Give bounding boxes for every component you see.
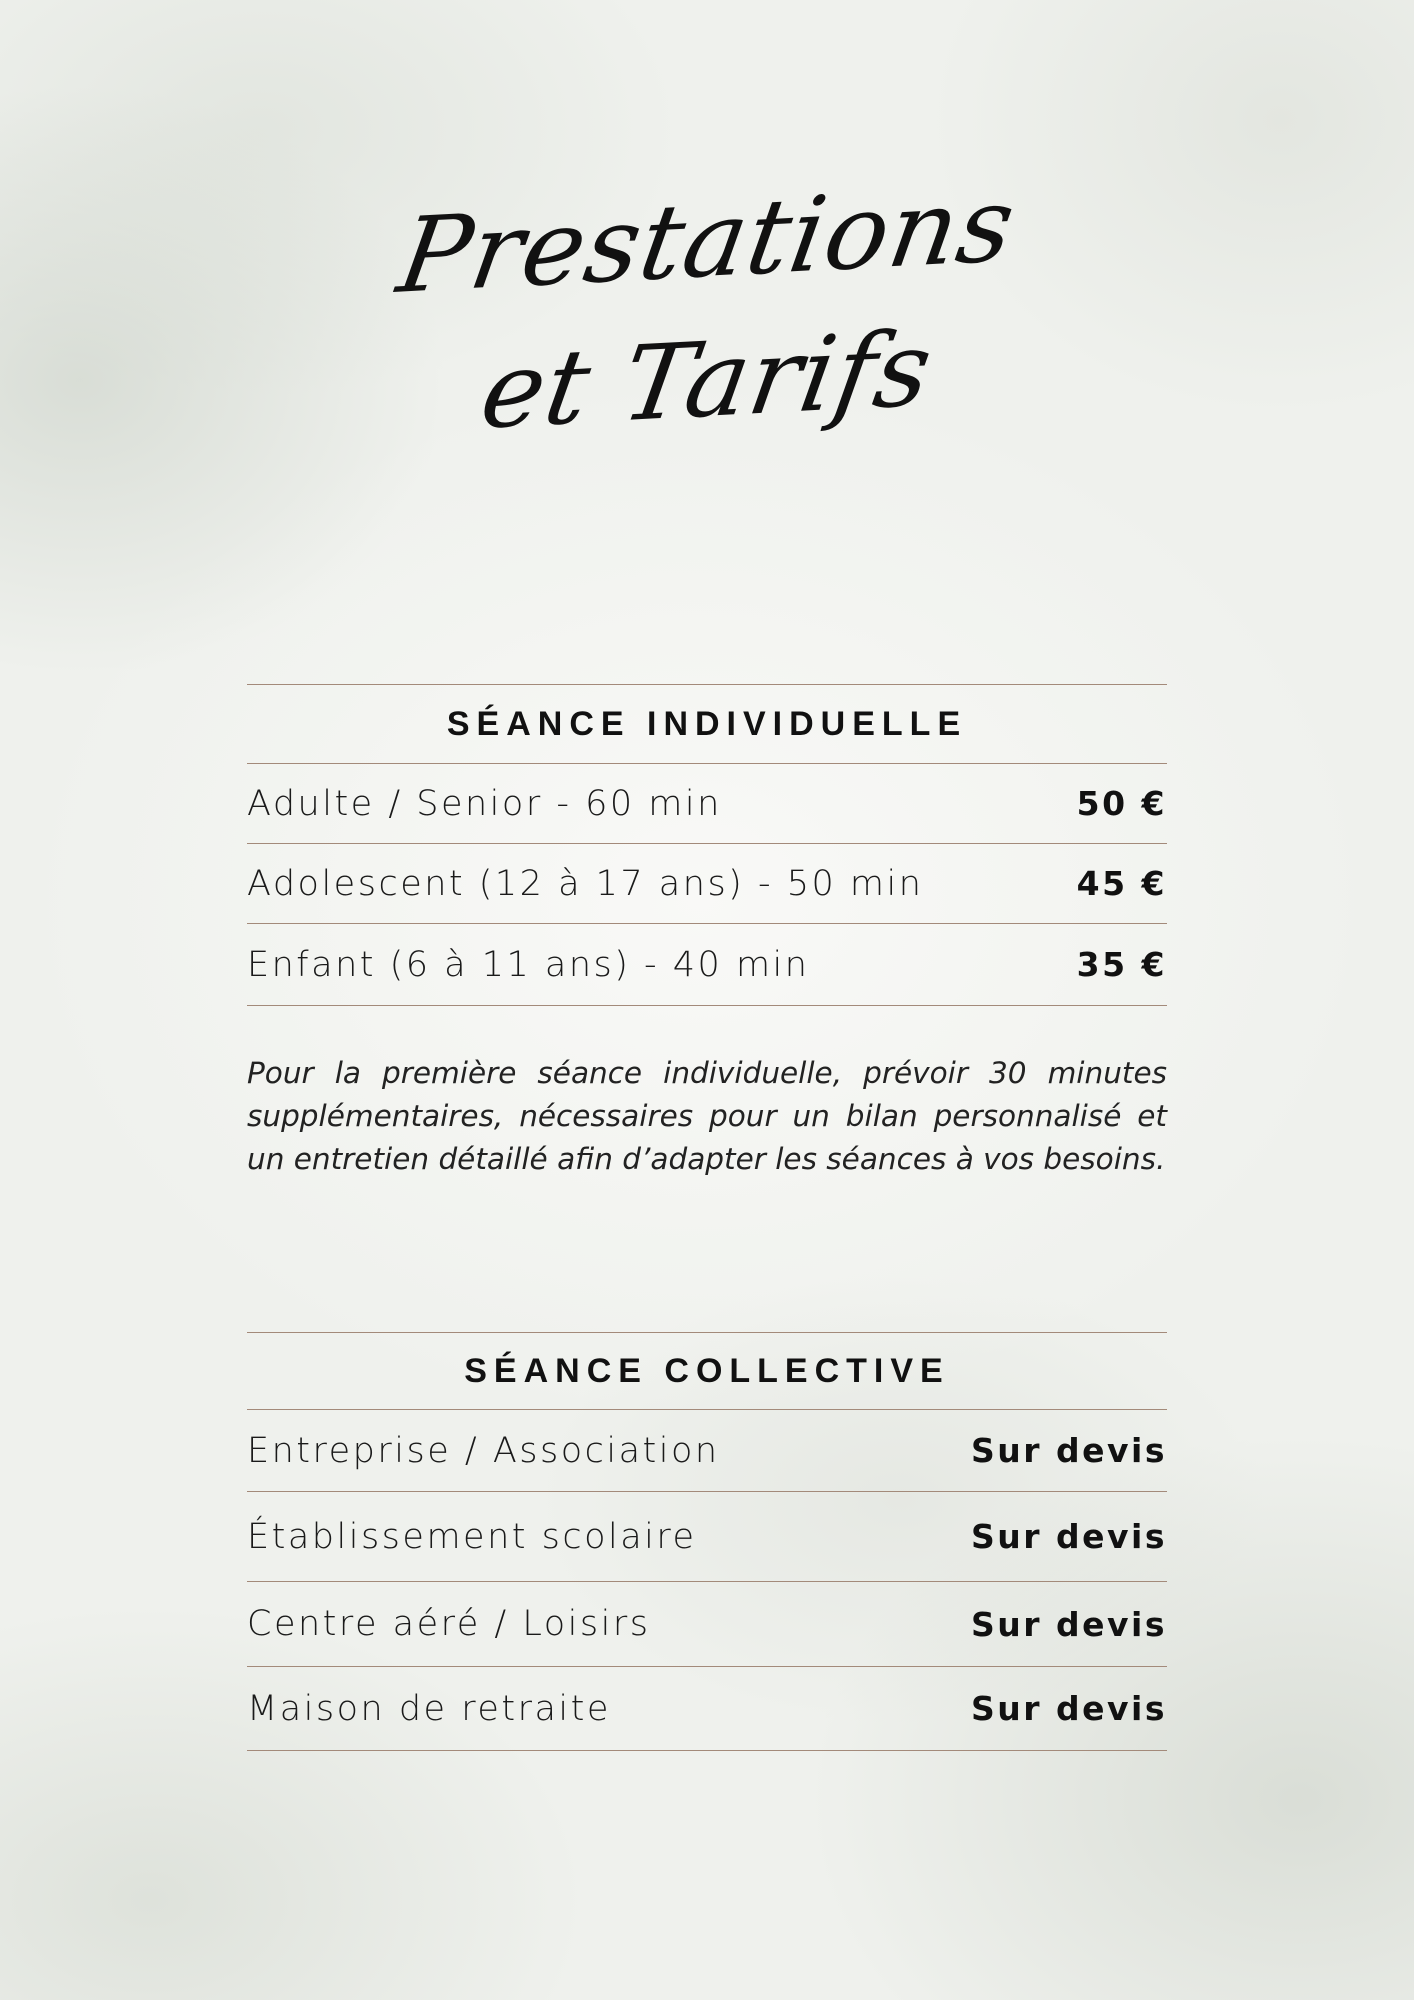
service-label: Entreprise / Association — [247, 1430, 720, 1471]
service-price: 50 € — [1076, 784, 1167, 823]
service-label: Centre aéré / Loisirs — [247, 1604, 651, 1644]
individual-heading: SÉANCE INDIVIDUELLE — [247, 685, 1167, 764]
service-label: Adulte / Senior - 60 min — [247, 783, 722, 824]
price-row — [247, 1667, 1167, 1751]
service-label: Enfant (6 à 11 ans) - 40 min — [247, 944, 810, 985]
price-row — [247, 1492, 1167, 1582]
price-row — [247, 924, 1167, 1006]
page-title — [0, 163, 1414, 453]
service-price: Sur devis — [971, 1431, 1167, 1470]
service-label: Maison de retraite — [247, 1688, 611, 1729]
service-price: Sur devis — [971, 1689, 1167, 1728]
first-session-note: Pour la première séance individuelle, prévoir 30 minutes supplémentaires, nécessaires pour un bilan personnalisé et un entretien détaillé afin d’adapter les séances à vos besoins. — [247, 1056, 1167, 1176]
price-row — [247, 844, 1167, 924]
price-row — [247, 764, 1167, 844]
service-price: 35 € — [1076, 945, 1167, 984]
title-line-1: Prestations — [390, 163, 1024, 317]
title-line-2: et Tarifs — [473, 307, 941, 453]
collective-heading: SÉANCE COLLECTIVE — [247, 1333, 1167, 1410]
price-row — [247, 1410, 1167, 1492]
service-price: Sur devis — [971, 1604, 1167, 1644]
service-price: Sur devis — [971, 1517, 1167, 1556]
price-row — [247, 1582, 1167, 1667]
individual-section — [247, 684, 1167, 1006]
service-label: Adolescent (12 à 17 ans) - 50 min — [247, 863, 924, 904]
service-label: Établissement scolaire — [247, 1516, 697, 1557]
service-price: 45 € — [1076, 864, 1167, 903]
collective-section — [247, 1332, 1167, 1751]
